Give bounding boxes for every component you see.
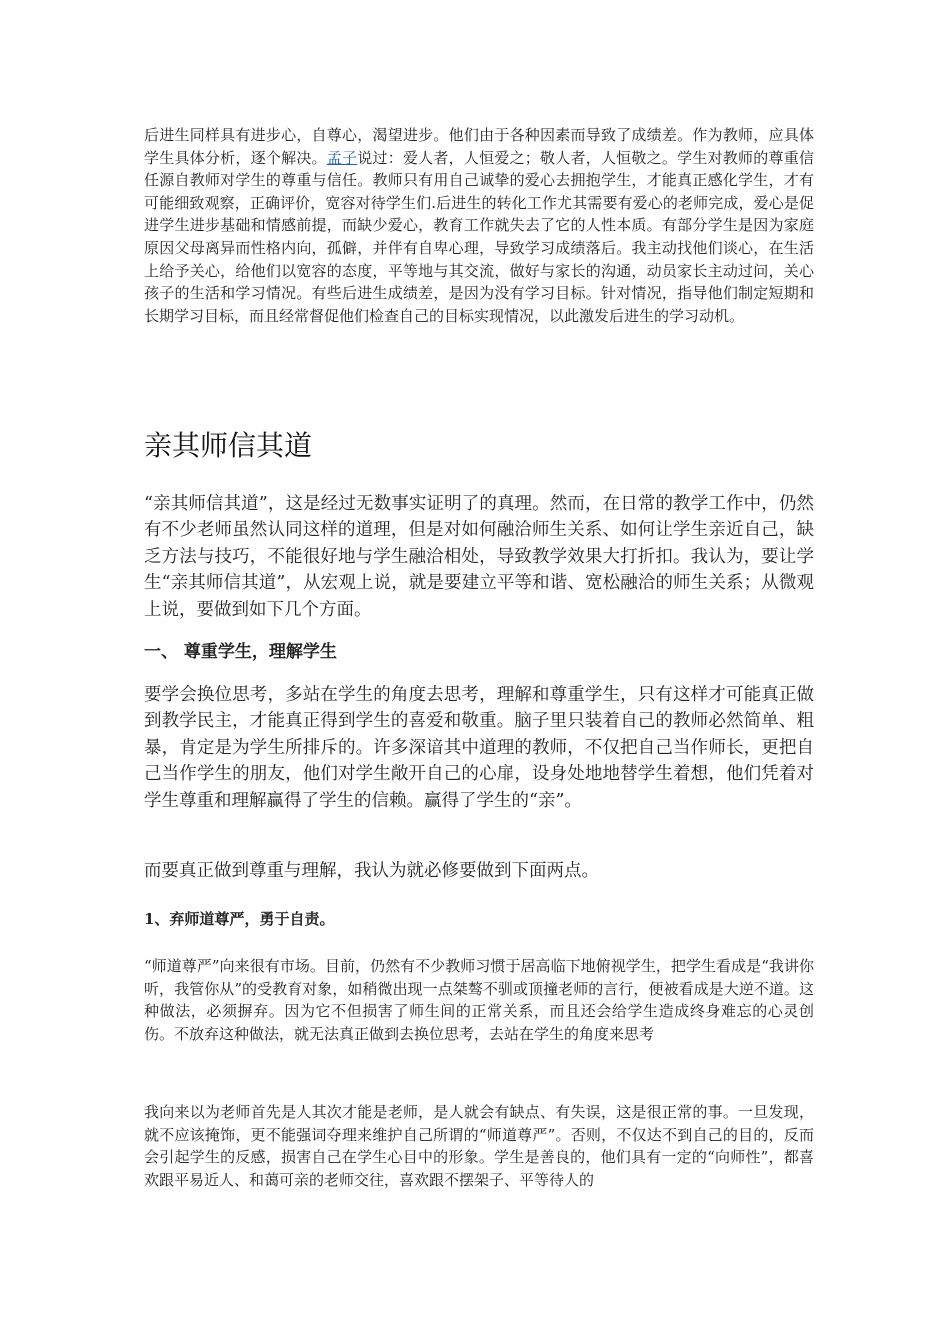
paragraph-teacher-is-human: 我向来以为老师首先是人其次才能是老师，是人就会有缺点、有失误，这是很正常的事。一旦发现，就不应该掩饰，更不能强词夺理来维护自己所谓的“师道尊严”。否则，不仅达不到自己的目的，反而会引起学生的反感，损害自己在学生心目中的形象。学生是善良的，他们具有一定的“向师性”，都喜欢跟平易近人、和蔼可亲的老师交往，喜欢跟不摆架子、平等待人的 <box>144 1103 814 1189</box>
paragraph-teacher-dignity: “师道尊严”向来很有市场。目前，仍然有不少教师习惯于居高临下地俯视学生，把学生看成是“我讲你听，我管你从”的受教育对象，如稍微出现一点桀骜不驯或顶撞老师的言行，便被看成是大逆不道。这种做法，必须摒弃。因为它不但损害了师生间的正常关系，而且还会给学生造成终身难忘的心灵创伤。不放弃这种做法，就无法真正做到去换位思考，去站在学生的角度来思考 <box>144 957 814 1043</box>
mencius-link[interactable]: 孟子 <box>326 148 358 167</box>
paragraph-text: 说过：爱人者，人恒爱之；敬人者，人恒敬之。学生对教师的尊重信任源自教师对学生的尊重与信任。教师只有用自己诚挚的爱心去拥抱学生，才能真正感化学生，才有可能细致观察，正确评价，宽容对待学生们.后进生的转化工作尤其需要有爱心的老师完成，爱心是促进学生进步基础和情感前提，而缺少爱心，教育工作就失去了它的人性本质。有部分学生是因为家庭原因父母离异而性格内向，孤僻，并伴有自卑心理，导致学习成绩落后。我主动找他们谈心，在生活上给予关心，给他们以宽容的态度，平等地与其交流，做好与家长的沟通，动员家长主动过问，关心孩子的生活和学习情况。有些后进生成绩差，是因为没有学习目标。针对情况，指导他们制定短期和长期学习目标，而且经常督促他们检查自己的目标实现情况，以此激发后进生的学习动机。 <box>144 148 814 325</box>
paragraph-two-points: 而要真正做到尊重与理解，我认为就必修要做到下面两点。 <box>144 861 599 881</box>
subheading-abandon-dignity: 1、弃师道尊严，勇于自责。 <box>144 910 335 928</box>
subheading-respect-students: 一、 尊重学生，理解学生 <box>144 642 337 662</box>
paragraph-underachievers <box>144 124 814 327</box>
paragraph-respect: 要学会换位思考，多站在学生的角度去思考，理解和尊重学生，只有这样才可能真正做到教学民主，才能真正得到学生的喜爱和敬重。脑子里只装着自己的教师必然简单、粗暴，肯定是为学生所排斥的。许多深谙其中道理的教师，不仅把自己当作师长，更把自己当作学生的朋友，他们对学生敞开自己的心扉，设身处地地替学生着想，他们凭着对学生尊重和理解赢得了学生的信赖。赢得了学生的“亲”。 <box>144 685 814 811</box>
paragraph-intro: “亲其师信其道”，这是经过无数事实证明了的真理。然而，在日常的教学工作中，仍然有不少老师虽然认同这样的道理，但是对如何融洽师生关系、如何让学生亲近自己，缺乏方法与技巧，不能很好地与学生融洽相处，导致教学效果大打折扣。我认为，要让学生“亲其师信其道”，从宏观上说，就是要建立平等和谐、宽松融洽的师生关系；从微观上说，要做到如下几个方面。 <box>144 494 814 620</box>
section-heading: 亲其师信其道 <box>144 429 313 462</box>
paragraph-text: 后进生同样具有进步心，自尊心，渴望进步。他们由于各种因素而导致了成绩差。作为教师，应具体学生具体分析，逐个解决。 <box>144 126 814 167</box>
